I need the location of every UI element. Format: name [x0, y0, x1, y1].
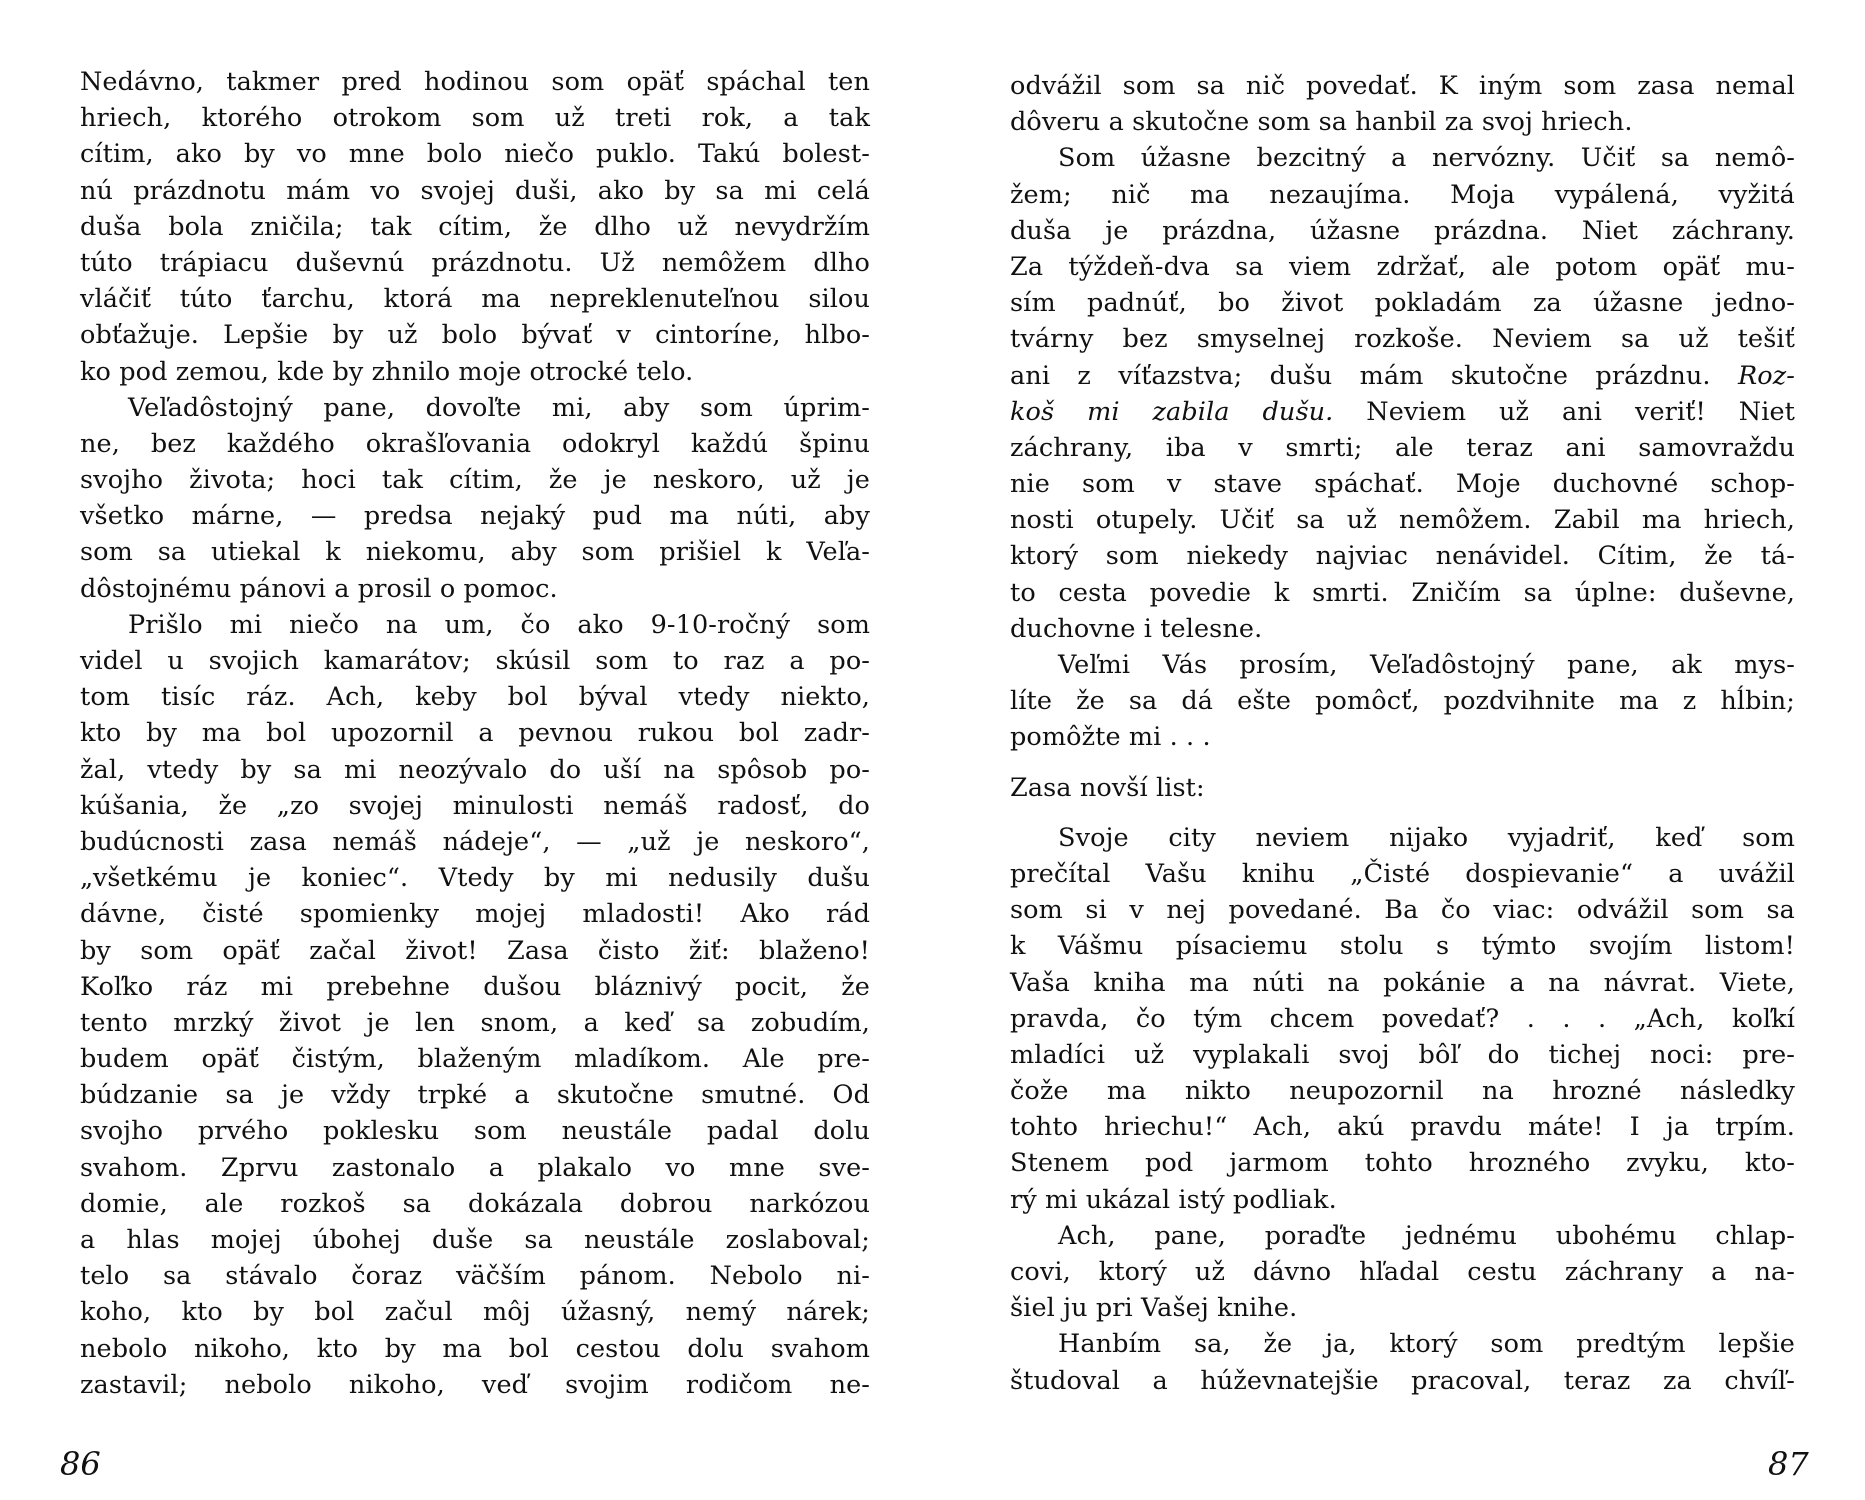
- right-page-text: [1010, 68, 1795, 1399]
- text-line: prečítal Vašu knihu „Čisté dospievanie“ a uvážil: [1010, 858, 1795, 889]
- text-line: pravda, čo tým chcem povedať? . . . „Ach, koľkí: [1010, 1003, 1795, 1034]
- text-line: covi, ktorý už dávno hľadal cestu záchrany a na-: [1010, 1257, 1795, 1287]
- text-line: [1010, 358, 1795, 394]
- text-line: Za týždeň-dva sa viem zdržať, ale potom opäť mu-: [1010, 251, 1795, 282]
- text-line: dôstojnému pánovi a prosil o pomoc.: [80, 573, 558, 604]
- spacer: [1010, 756, 1795, 770]
- text-line: Veľadôstojný pane, dovoľte mi, aby som úprim-: [128, 392, 870, 423]
- text-line: búdzanie sa je vždy trpké a skutočne smutné. Od: [80, 1080, 870, 1111]
- text-line: svojho prvého poklesku som neustále padal dolu: [80, 1116, 870, 1147]
- text-line: hriech, ktorého otrokom som už treti rok, a tak: [80, 103, 870, 134]
- text-line: telo sa stávalo čoraz väčším pánom. Nebolo ni-: [80, 1261, 870, 1292]
- text-line: nie som v stave spáchať. Moje duchovné schop-: [1010, 469, 1795, 500]
- text-line: tom tisíc ráz. Ach, keby bol býval vtedy niekto,: [80, 682, 870, 713]
- text-line: kúšania, že „zo svojej minulosti nemáš radosť, do: [80, 790, 870, 821]
- text-line: Ach, pane, poraďte jednému ubohému chlap-: [1058, 1220, 1795, 1251]
- text-line: budem opäť čistým, blaženým mladíkom. Ale pre-: [80, 1044, 870, 1075]
- spacer: [1010, 806, 1795, 820]
- text-line: líte že sa dá ešte pomôcť, pozdvihnite ma z hĺbin;: [1010, 686, 1795, 717]
- left-page-text: [80, 64, 870, 1403]
- text-line: „všetkému je koniec“. Vtedy by mi nedusily dušu: [80, 863, 870, 894]
- text-line: nosti otupely. Učiť sa už nemôžem. Zabil ma hriech,: [1010, 505, 1795, 536]
- right-page: [932, 0, 1865, 1500]
- text-line: ko pod zemou, kde by zhnilo moje otrocké telo.: [80, 356, 694, 387]
- text-line: dôveru a skutočne som sa hanbil za svoj hriech.: [1010, 107, 1633, 138]
- text-line: rý mi ukázal istý podliak.: [1010, 1184, 1337, 1215]
- text-line: svojho života; hoci tak cítim, že je neskoro, už je: [80, 465, 870, 496]
- text-line: ktorý som niekedy najviac nenávidel. Cítim, že tá-: [1010, 541, 1795, 572]
- text-line: by som opäť začal život! Zasa čisto žiť: blaženo!: [80, 935, 870, 966]
- text-line: ne, bez každého okrašľovania odokryl každú špinu: [80, 428, 870, 459]
- text-line: nú prázdnotu mám vo svojej duši, ako by sa mi celá: [80, 175, 870, 206]
- text-line: Nedávno, takmer pred hodinou som opäť spáchal ten: [80, 67, 870, 97]
- text-line: tvárny bez smyselnej rozkoše. Neviem sa už tešiť: [1010, 324, 1795, 355]
- text-line: Koľko ráz mi prebehne dušou bláznivý pocit, že: [80, 971, 870, 1002]
- text-line: to cesta povedie k smrti. Zničím sa úplne: duševne,: [1010, 577, 1795, 608]
- text-line: budúcnosti zasa nemáš nádeje“, — „už je neskoro“,: [80, 826, 870, 857]
- text-line: dávne, čisté spomienky mojej mladosti! Ako rád: [80, 899, 870, 930]
- page-number: 87: [1768, 1445, 1809, 1483]
- text-line: cítim, ako by vo mne bolo niečo puklo. Takú bolest-: [80, 139, 870, 170]
- text-fragment: ani z víťazstva; dušu mám skutočne prázdnu.: [1010, 360, 1711, 391]
- text-line: Som úžasne bezcitný a nervózny. Učiť sa nemô-: [1058, 143, 1795, 174]
- left-page: [0, 0, 932, 1500]
- text-line: som si v nej povedané. Ba čo viac: odvážil som sa: [1010, 895, 1795, 926]
- text-line: tohto hriechu!“ Ach, akú pravdu máte! I ja trpím.: [1010, 1112, 1795, 1143]
- text-line: Prišlo mi niečo na um, čo ako 9-10-ročný som: [128, 609, 870, 640]
- text-line: duša je prázdna, úžasne prázdna. Niet záchrany.: [1010, 215, 1795, 246]
- text-line: študoval a húževnatejšie pracoval, teraz za chvíľ-: [1010, 1365, 1795, 1396]
- text-line: čože ma nikto neupozornil na hrozné následky: [1010, 1076, 1795, 1107]
- text-line: Svoje city neviem nijako vyjadriť, keď som: [1058, 822, 1795, 853]
- text-line: odvážil som sa nič povedať. K iným som zasa nemal: [1010, 71, 1795, 101]
- text-line: záchrany, iba v smrti; ale teraz ani samovraždu: [1010, 432, 1795, 463]
- text-line: túto trápiacu duševnú prázdnotu. Už nemôžem dlho: [80, 247, 870, 278]
- text-line: Hanbím sa, že ja, ktorý som predtým lepšie: [1058, 1329, 1795, 1360]
- text-line: vláčiť túto ťarchu, ktorá ma nepreklenuteľnou silou: [80, 284, 870, 315]
- text-line: zastavil; nebolo nikoho, veď svojim rodičom ne-: [80, 1369, 870, 1400]
- text-line: som sa utiekal k niekomu, aby som prišiel k Veľa-: [80, 537, 870, 568]
- text-line: domie, ale rozkoš sa dokázala dobrou narkózou: [80, 1188, 870, 1219]
- text-line: žem; nič ma nezaujíma. Moja vypálená, vyžitá: [1010, 179, 1795, 210]
- text-line: Veľmi Vás prosím, Veľadôstojný pane, ak mys-: [1058, 650, 1795, 680]
- text-line: Vaša kniha ma núti na pokánie a na návrat. Viete,: [1010, 967, 1795, 998]
- text-line: koho, kto by bol začul môj úžasný, nemý nárek;: [80, 1297, 870, 1328]
- text-line: všetko márne, — predsa nejaký pud ma núti, aby: [80, 501, 870, 532]
- text-line: duchovne i telesne.: [1010, 613, 1263, 644]
- italic-fragment: Roz-: [1737, 360, 1795, 391]
- text-line: sím padnúť, bo život pokladám za úžasne jedno-: [1010, 288, 1795, 319]
- text-line: šiel ju pri Vašej knihe.: [1010, 1293, 1298, 1324]
- page-number: 86: [60, 1445, 101, 1483]
- text-line: videl u svojich kamarátov; skúsil som to raz a po-: [80, 646, 870, 676]
- section-heading: Zasa novší list:: [1010, 772, 1205, 803]
- text-line: tento mrzký život je len snom, a keď sa zobudím,: [80, 1007, 870, 1038]
- text-line: [1010, 394, 1795, 430]
- text-line: nebolo nikoho, kto by ma bol cestou dolu svahom: [80, 1333, 870, 1364]
- text-line: a hlas mojej úbohej duše sa neustále zoslaboval;: [80, 1225, 870, 1255]
- text-line: duša bola zničila; tak cítim, že dlho už nevydržím: [80, 211, 870, 242]
- text-line: mladíci už vyplakali svoj bôľ do tichej noci: pre-: [1010, 1039, 1795, 1070]
- text-line: žal, vtedy by sa mi neozývalo do uší na spôsob po-: [80, 754, 870, 785]
- italic-fragment: kоš mi zabila dušu.: [1010, 396, 1334, 427]
- text-line: kto by ma bol upozornil a pevnou rukou bol zadr-: [80, 718, 870, 749]
- text-line: k Vášmu písaciemu stolu s týmto svojím listom!: [1010, 931, 1795, 962]
- text-fragment: Neviem už ani veriť! Niet: [1366, 396, 1795, 427]
- text-line: svahom. Zprvu zastonalo a plakalo vo mne sve-: [80, 1152, 870, 1183]
- text-line: obťažuje. Lepšie by už bolo bývať v cintoríne, hlbo-: [80, 320, 870, 351]
- text-line: pomôžte mi . . .: [1010, 722, 1211, 753]
- text-line: Stenem pod jarmom tohto hrozného zvyku, kto-: [1010, 1148, 1795, 1179]
